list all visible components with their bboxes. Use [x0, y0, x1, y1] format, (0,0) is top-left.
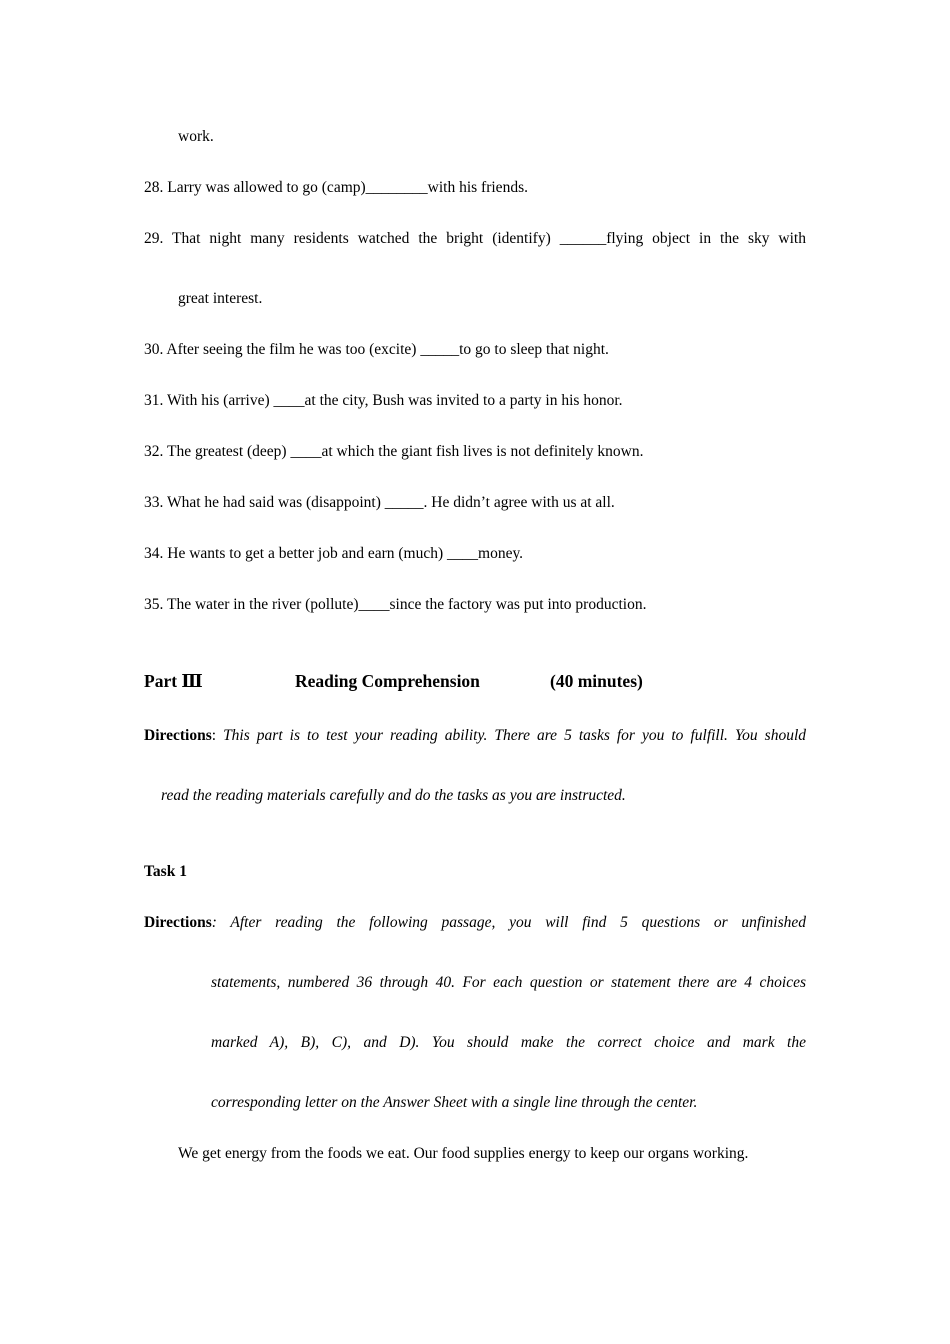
question-29-continued: great interest.	[178, 290, 263, 307]
part3-directions-continued: read the reading materials carefully and do the tasks as you are instructed.	[161, 787, 626, 804]
task-title: Task 1	[144, 863, 187, 880]
task1-directions-text: : After reading the following passage, you will find 5 questions or unfinished	[211, 914, 806, 931]
passage-first-line: We get energy from the foods we eat. Our food supplies energy to keep our organs working.	[178, 1145, 749, 1162]
question-30: 30. After seeing the film he was too (excite) _____to go to sleep that night.	[144, 341, 609, 358]
question-35: 35. The water in the river (pollute)____since the factory was put into production.	[144, 596, 647, 613]
continued-text: work.	[178, 128, 214, 145]
task1-directions-line4: corresponding letter on the Answer Sheet with a single line through the center.	[211, 1094, 698, 1111]
question-29: 29. That night many residents watched the bright (identify) ______flying object in the sky with	[144, 230, 806, 247]
question-31: 31. With his (arrive) ____at the city, Bush was invited to a party in his honor.	[144, 392, 623, 409]
task1-directions-line3: marked A), B), C), and D). You should make the correct choice and mark the	[211, 1034, 806, 1051]
question-33: 33. What he had said was (disappoint) _____. He didn’t agree with us at all.	[144, 494, 615, 511]
directions-separator: :	[211, 727, 224, 744]
part-time: (40 minutes)	[550, 671, 643, 691]
part-label: Part Ⅲ	[144, 671, 203, 691]
question-34: 34. He wants to get a better job and earn (much) ____money.	[144, 545, 524, 562]
part-title: Reading Comprehension	[295, 671, 480, 691]
task1-directions-line2: statements, numbered 36 through 40. For each question or statement there are 4 choices	[211, 974, 806, 991]
question-32: 32. The greatest (deep) ____at which the giant fish lives is not definitely known.	[144, 443, 644, 460]
question-28: 28. Larry was allowed to go (camp)________with his friends.	[144, 179, 528, 196]
task1-directions-label: Directions	[144, 914, 212, 931]
directions-text: This part is to test your reading ability. There are 5 tasks for you to fulfill. You should	[223, 727, 806, 744]
part3-directions	[144, 726, 806, 746]
directions-label: Directions	[144, 727, 212, 744]
task1-directions	[144, 913, 806, 933]
